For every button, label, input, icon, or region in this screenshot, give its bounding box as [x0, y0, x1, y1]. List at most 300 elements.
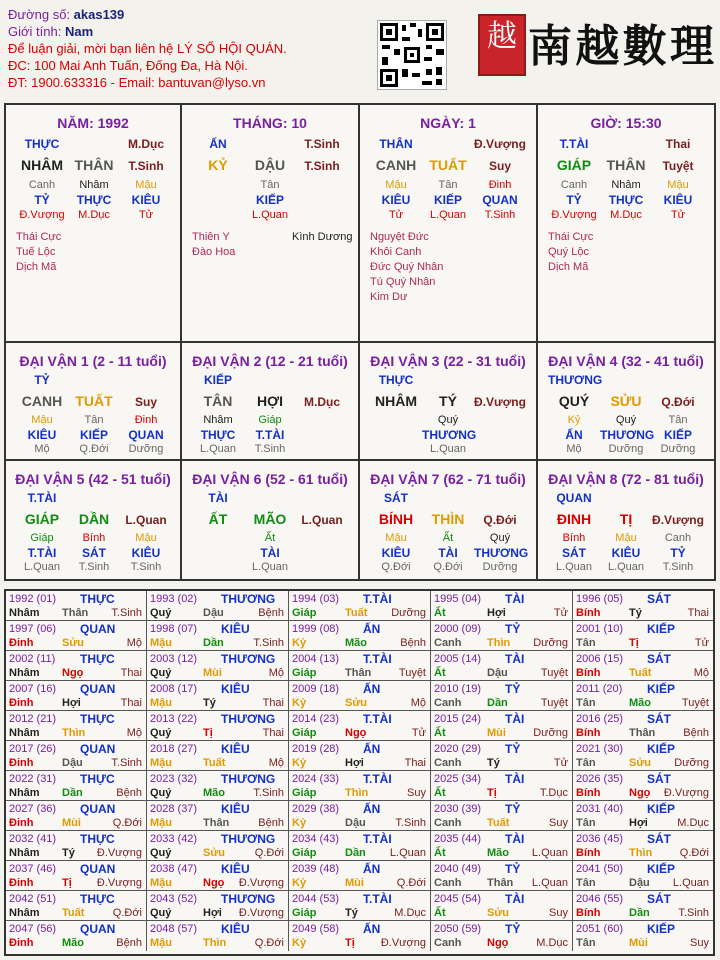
luck-top: T.TÀI [27, 491, 57, 505]
luck-hidden-0: Giáp [30, 532, 54, 544]
year-life-stage: L.Quan [672, 877, 709, 889]
year-life-stage: Mộ [268, 667, 284, 679]
brand-seal: 越 [478, 14, 526, 76]
year-label: 1997 (06) [9, 623, 57, 635]
year-label: 2006 (15) [576, 653, 624, 665]
year-life-stage: Mộ [693, 667, 709, 679]
pillar-top-0: T.TÀI [559, 137, 589, 151]
luck-life-2: T.Sinh [130, 561, 162, 573]
year-stem: Mậu [150, 877, 172, 889]
pillar-ten-god-2: QUAN [482, 193, 518, 207]
year-ten-god: QUAN [80, 622, 116, 636]
luck-life-2: T.Sinh [662, 561, 694, 573]
year-stem: Quý [150, 667, 172, 679]
luck-stem-0: CANH [21, 393, 63, 409]
luck-stem-1: DẦN [78, 511, 110, 527]
year-stem: Đinh [9, 697, 34, 709]
year-branch: Mùi [62, 817, 81, 829]
year-life-stage: M.Dục [536, 937, 568, 949]
luck-hidden-0: Bính [562, 532, 586, 544]
pillar-star: Dịch Mã [16, 261, 57, 273]
year-label: 2000 (09) [434, 623, 482, 635]
year-cell [431, 801, 573, 831]
pillar-life-0: Đ.Vượng [19, 209, 65, 221]
pillar-life-1: M.Dục [78, 209, 110, 221]
luck-life-0: Mộ [566, 443, 582, 455]
year-cell [147, 891, 289, 921]
year-branch: Tý [487, 757, 500, 769]
year-label: 2027 (36) [9, 803, 57, 815]
year-branch: Thân [487, 877, 514, 889]
year-stem: Mậu [150, 937, 172, 949]
luck-life-0: L.Quan [199, 443, 237, 455]
year-stem: Kỷ [292, 757, 307, 769]
year-cell [431, 711, 573, 741]
year-ten-god: THỰC [80, 832, 115, 846]
year-life-stage: Mộ [410, 697, 426, 709]
luck-stem-2: Suy [134, 395, 157, 409]
year-label: 2002 (11) [9, 653, 56, 665]
pillar-star: Thiên Y [192, 231, 230, 243]
year-grid [4, 589, 715, 956]
year-label: 2028 (37) [150, 803, 198, 815]
pillar-ten-god-0: TỶ [566, 193, 582, 207]
year-stem: Kỷ [292, 937, 307, 949]
year-stem: Canh [434, 757, 462, 769]
luck-ten-god-2: TỶ [670, 546, 686, 560]
luck-title: ĐẠI VẬN 3 (22 - 31 tuổi) [370, 353, 526, 369]
year-ten-god: ẤN [363, 682, 381, 696]
year-label: 2020 (29) [434, 743, 482, 755]
year-life-stage: Q.Đới [254, 937, 284, 949]
year-stem: Kỷ [292, 877, 307, 889]
year-stem: Đinh [9, 937, 34, 949]
year-branch: Mão [62, 937, 84, 949]
year-cell [573, 681, 713, 711]
year-life-stage: Đ.Vượng [238, 877, 284, 889]
pillar-star: Quý Lộc [548, 246, 589, 258]
year-branch: Thân [629, 727, 656, 739]
year-stem: Tân [576, 937, 596, 949]
year-ten-god: TỶ [505, 862, 521, 876]
pillar-top-1: Thai [665, 137, 691, 151]
year-branch: Thìn [629, 847, 653, 859]
year-cell [289, 621, 431, 651]
pillar-stem-1: TUẤT [429, 157, 467, 173]
year-stem: Nhâm [9, 907, 40, 919]
year-stem: Đinh [9, 637, 34, 649]
pillar-top-0: ẤN [209, 137, 227, 151]
year-cell [431, 861, 573, 891]
year-ten-god: KIẾP [647, 922, 676, 936]
year-stem: Giáp [292, 607, 317, 619]
luck-period-4 [538, 343, 714, 461]
luck-life-1: Dưỡng [608, 443, 644, 455]
year-label: 2034 (43) [292, 833, 340, 845]
year-stem: Bính [576, 667, 601, 679]
luck-ten-god-2: THƯƠNG [474, 546, 529, 560]
year-ten-god: TỶ [505, 742, 521, 756]
luck-ten-god-0: SÁT [562, 546, 586, 560]
year-stem: Quý [150, 907, 172, 919]
luck-life-1: Q.Đới [433, 561, 463, 573]
luck-life-1: T.Sinh [78, 561, 110, 573]
year-ten-god: QUAN [80, 922, 116, 936]
year-stem: Mậu [150, 637, 172, 649]
year-branch: Thân [203, 817, 230, 829]
luck-period-7 [360, 461, 538, 581]
year-life-stage: L.Quan [531, 847, 568, 859]
year-branch: Thân [345, 667, 372, 679]
year-cell [431, 771, 573, 801]
year-cell [6, 681, 147, 711]
contact-line-1: Để luận giải, mời bạn liên hệ LÝ SỐ HỘI QUÁN. [8, 41, 287, 56]
luck-top: THƯƠNG [548, 373, 603, 387]
pillar-hidden-0: Canh [560, 179, 588, 191]
year-label: 2004 (13) [292, 653, 340, 665]
year-branch: Hợi [203, 907, 222, 919]
pillar-hidden-2: Đinh [488, 179, 512, 191]
year-cell [431, 831, 573, 861]
year-cell [289, 591, 431, 621]
pillar-title: GIỜ: 15:30 [590, 115, 662, 131]
pillar-ten-god-1: KIẾP [433, 193, 462, 207]
luck-stem-2: L.Quan [125, 513, 167, 527]
year-stem: Bính [576, 607, 601, 619]
year-cell [6, 891, 147, 921]
pillar-hidden-1: Tân [438, 179, 458, 191]
year-stem: Tân [576, 697, 596, 709]
year-label: 2042 (51) [9, 893, 57, 905]
year-stem: Mậu [150, 697, 172, 709]
year-life-stage: Bệnh [683, 727, 709, 739]
luck-stem-2: Q.Đới [661, 395, 695, 409]
qr-code-icon[interactable] [377, 20, 447, 90]
year-stem: Giáp [292, 667, 317, 679]
luck-top: KIẾP [203, 373, 232, 387]
year-ten-god: SÁT [647, 712, 671, 726]
luck-ten-god-1: SÁT [82, 546, 106, 560]
year-branch: Ngọ [203, 877, 225, 889]
luck-ten-god-2: KIÊU [131, 546, 161, 560]
year-life-stage: Tuyệt [540, 667, 568, 679]
year-life-stage: Tuyệt [398, 667, 426, 679]
year-stem: Bính [576, 727, 601, 739]
year-life-stage: Thai [120, 697, 142, 709]
luck-ten-god-1: KIÊU [611, 546, 641, 560]
year-stem: Giáp [292, 787, 317, 799]
brand-char-3: 數 [622, 21, 667, 72]
gender-value: Nam [64, 24, 94, 39]
year-label: 2009 (18) [292, 683, 340, 695]
year-label: 2047 (56) [9, 923, 57, 935]
luck-life-0: L.Quan [555, 561, 593, 573]
year-cell [573, 651, 713, 681]
year-ten-god: THƯƠNG [221, 592, 276, 606]
year-branch: Ngọ [345, 727, 367, 739]
year-label: 2033 (42) [150, 833, 198, 845]
luck-stem-1: TỊ [619, 511, 633, 527]
year-life-stage: Dưỡng [674, 757, 709, 769]
pillar-life-1: L.Quan [251, 209, 289, 221]
year-label: 1992 (01) [9, 593, 57, 605]
luck-hidden-1: Ất [264, 532, 276, 544]
luck-period-1 [6, 343, 182, 461]
year-life-stage: Q.Đới [112, 907, 142, 919]
year-ten-god: ẤN [363, 862, 381, 876]
luck-ten-god-1: T.TÀI [255, 428, 285, 442]
year-branch: Tị [487, 787, 497, 799]
year-stem: Nhâm [9, 607, 40, 619]
year-cell [289, 891, 431, 921]
pillar-1 [6, 105, 182, 343]
year-ten-god: THƯƠNG [221, 712, 276, 726]
luck-hidden-2: Mậu [135, 532, 157, 544]
year-cell [431, 681, 573, 711]
year-life-stage: Q.Đới [679, 847, 709, 859]
luck-top: TỶ [34, 373, 50, 387]
year-life-stage: Dưỡng [533, 727, 568, 739]
pillar-ten-god-1: THỰC [76, 193, 112, 207]
pillar-star: Khôi Canh [370, 246, 422, 258]
year-life-stage: Tử [411, 727, 426, 739]
year-cell [573, 861, 713, 891]
year-life-stage: Mộ [126, 637, 142, 649]
year-branch: Dậu [629, 877, 650, 889]
pillar-stem-2: T.Sinh [304, 159, 340, 173]
luck-top: THỰC [378, 373, 414, 387]
year-label: 2026 (35) [576, 773, 624, 785]
year-stem: Canh [434, 697, 462, 709]
pillar-star: Dịch Mã [548, 261, 589, 273]
year-branch: Ngọ [487, 937, 509, 949]
year-branch: Tuất [487, 817, 510, 829]
luck-stem-1: HỢI [257, 393, 283, 409]
year-label: 2035 (44) [434, 833, 482, 845]
year-life-stage: M.Dục [677, 817, 709, 829]
year-ten-god: KIẾP [647, 802, 676, 816]
year-ten-god: QUAN [80, 682, 116, 696]
luck-hidden-0: Kỷ [567, 414, 581, 426]
year-label: 2040 (49) [434, 863, 482, 875]
year-stem: Canh [434, 937, 462, 949]
year-ten-god: TỶ [505, 682, 521, 696]
pillar-2 [182, 105, 360, 343]
header-info [8, 6, 287, 91]
pillar-stem-0: GIÁP [556, 157, 592, 173]
pillar-life-2: Tử [670, 209, 686, 221]
year-ten-god: QUAN [80, 862, 116, 876]
pillar-top-1: M.Dục [128, 137, 164, 151]
brand-logo [528, 12, 714, 72]
pillar-star: Đức Quý Nhân [370, 261, 444, 273]
year-stem: Kỷ [292, 637, 307, 649]
year-life-stage: Suy [407, 787, 426, 799]
year-branch: Mùi [345, 877, 364, 889]
pillar-hidden-0: Mậu [385, 179, 407, 191]
year-label: 2018 (27) [150, 743, 198, 755]
year-branch: Tị [203, 727, 213, 739]
year-life-stage: L.Quan [389, 847, 426, 859]
year-branch: Mùi [629, 937, 648, 949]
year-cell [573, 801, 713, 831]
year-label: 2043 (52) [150, 893, 198, 905]
year-cell [289, 831, 431, 861]
year-branch: Hợi [62, 697, 81, 709]
pillar-top-0: THÂN [379, 137, 413, 151]
luck-ten-god-1: TÀI [260, 546, 280, 560]
year-label: 2001 (10) [576, 623, 624, 635]
pillar-top-0: THỰC [24, 137, 60, 151]
pillar-4 [538, 105, 714, 343]
year-ten-god: ẤN [363, 742, 381, 756]
year-life-stage: T.Sinh [253, 637, 284, 649]
year-ten-god: THỰC [80, 712, 115, 726]
pillar-star: Kim Dư [370, 291, 408, 303]
year-branch: Mão [345, 637, 367, 649]
year-ten-god: TÀI [505, 592, 525, 606]
year-ten-god: TỶ [505, 622, 521, 636]
year-life-stage: T.Sinh [395, 817, 426, 829]
year-stem: Nhâm [9, 667, 40, 679]
year-life-stage: T.Sinh [678, 907, 709, 919]
year-life-stage: Q.Đới [254, 847, 284, 859]
luck-stem-1: TÝ [439, 393, 457, 409]
year-ten-god: TÀI [505, 832, 525, 846]
year-cell [6, 741, 147, 771]
luck-ten-god-0: T.TÀI [27, 546, 57, 560]
year-stem: Mậu [150, 817, 172, 829]
year-label: 2008 (17) [150, 683, 198, 695]
pillar-stem-0: KỶ [208, 157, 228, 173]
luck-ten-god-1: THƯƠNG [600, 428, 655, 442]
year-life-stage: Bệnh [258, 817, 284, 829]
pillar-star: Đào Hoa [192, 246, 236, 258]
year-ten-god: KIÊU [221, 682, 250, 696]
year-stem: Giáp [292, 727, 317, 739]
bazi-chart [4, 103, 716, 581]
luck-period-2 [182, 343, 360, 461]
year-life-stage: Đ.Vượng [238, 907, 284, 919]
year-label: 2051 (60) [576, 923, 624, 935]
pillar-ten-god-0: KIÊU [381, 193, 411, 207]
year-cell [573, 921, 713, 951]
year-life-stage: T.Sinh [253, 787, 284, 799]
pillar-hidden-2: Mậu [135, 179, 157, 191]
year-branch: Thìn [203, 937, 227, 949]
contact-line-2: ĐC: 100 Mai Anh Tuấn, Đống Đa, Hà Nội. [8, 58, 248, 73]
luck-ten-god-0: KIÊU [381, 546, 411, 560]
luck-ten-god-0: KIÊU [27, 428, 57, 442]
year-life-stage: Tuyệt [681, 697, 709, 709]
pillar-star: Thái Cực [16, 231, 62, 243]
luck-stem-0: ẤT [208, 511, 228, 527]
year-stem: Canh [434, 817, 462, 829]
year-life-stage: Đ.Vượng [96, 877, 142, 889]
pillar-top-1: T.Sinh [304, 137, 340, 151]
luck-stem-1: THÌN [431, 511, 465, 527]
year-ten-god: THỰC [80, 772, 115, 786]
year-branch: Thân [62, 607, 89, 619]
year-cell [147, 711, 289, 741]
year-cell [573, 741, 713, 771]
year-label: 1998 (07) [150, 623, 198, 635]
year-ten-god: KIÊU [221, 862, 250, 876]
year-label: 2032 (41) [9, 833, 57, 845]
year-cell [289, 741, 431, 771]
luck-hidden-1: Giáp [258, 414, 282, 426]
pillar-title: NGÀY: 1 [420, 115, 476, 131]
year-cell [6, 591, 147, 621]
year-stem: Ất [434, 907, 446, 919]
year-stem: Canh [434, 637, 462, 649]
luck-stem-1: SỬU [610, 393, 642, 409]
luck-stem-2: Q.Đới [483, 513, 517, 527]
luck-ten-god-0: ẤN [565, 428, 583, 442]
year-label: 2005 (14) [434, 653, 482, 665]
pillar-ten-god-0: TỶ [34, 193, 50, 207]
year-cell [147, 591, 289, 621]
year-stem: Quý [150, 607, 172, 619]
year-label: 2024 (33) [292, 773, 340, 785]
year-branch: Mùi [203, 667, 222, 679]
year-cell [431, 741, 573, 771]
pillar-life-1: M.Dục [610, 209, 642, 221]
year-ten-god: THỰC [80, 652, 115, 666]
luck-title: ĐẠI VẬN 8 (72 - 81 tuổi) [548, 471, 704, 487]
year-branch: Dần [629, 907, 650, 919]
year-branch: Dần [203, 637, 224, 649]
pillar-star: Nguyệt Đức [370, 231, 429, 243]
year-life-stage: M.Dục [394, 907, 426, 919]
luck-title: ĐẠI VẬN 4 (32 - 41 tuổi) [548, 353, 704, 369]
pillar-star: Thái Cực [548, 231, 594, 243]
year-ten-god: KIẾP [647, 742, 676, 756]
year-ten-god: ẤN [363, 922, 381, 936]
year-life-stage: Dưỡng [533, 637, 568, 649]
luck-top: SÁT [384, 491, 408, 505]
year-label: 1994 (03) [292, 593, 340, 605]
year-branch: Tuất [345, 607, 368, 619]
year-label: 2037 (46) [9, 863, 57, 875]
pillar-stem-1: DẬU [254, 157, 286, 173]
year-cell [289, 921, 431, 951]
gender-label: Giới tính: [8, 24, 62, 39]
year-ten-god: SÁT [647, 592, 671, 606]
year-ten-god: KIẾP [647, 862, 676, 876]
year-label: 2011 (20) [576, 683, 623, 695]
year-branch: Tị [629, 637, 639, 649]
contact-line-3: ĐT: 1900.633316 - Email: bantuvan@lyso.vn [8, 75, 266, 90]
luck-hidden-1: Mậu [615, 532, 637, 544]
year-stem: Đinh [9, 877, 34, 889]
year-label: 2045 (54) [434, 893, 482, 905]
year-ten-god: KIÊU [221, 802, 250, 816]
pillar-hidden-0: Canh [28, 179, 56, 191]
luck-stem-0: BÍNH [378, 511, 414, 527]
year-ten-god: THỰC [80, 592, 115, 606]
year-ten-god: THƯƠNG [221, 892, 276, 906]
year-ten-god: T.TÀI [363, 652, 392, 666]
year-label: 2010 (19) [434, 683, 482, 695]
year-label: 1996 (05) [576, 593, 624, 605]
luck-hidden-2: Canh [664, 532, 692, 544]
luck-life-1: L.Quan [251, 561, 289, 573]
year-branch: Thìn [345, 787, 369, 799]
pillar-stem-2: T.Sinh [128, 159, 164, 173]
luck-stem-0: QUÝ [558, 393, 590, 409]
luck-life-1: L.Quan [607, 561, 645, 573]
